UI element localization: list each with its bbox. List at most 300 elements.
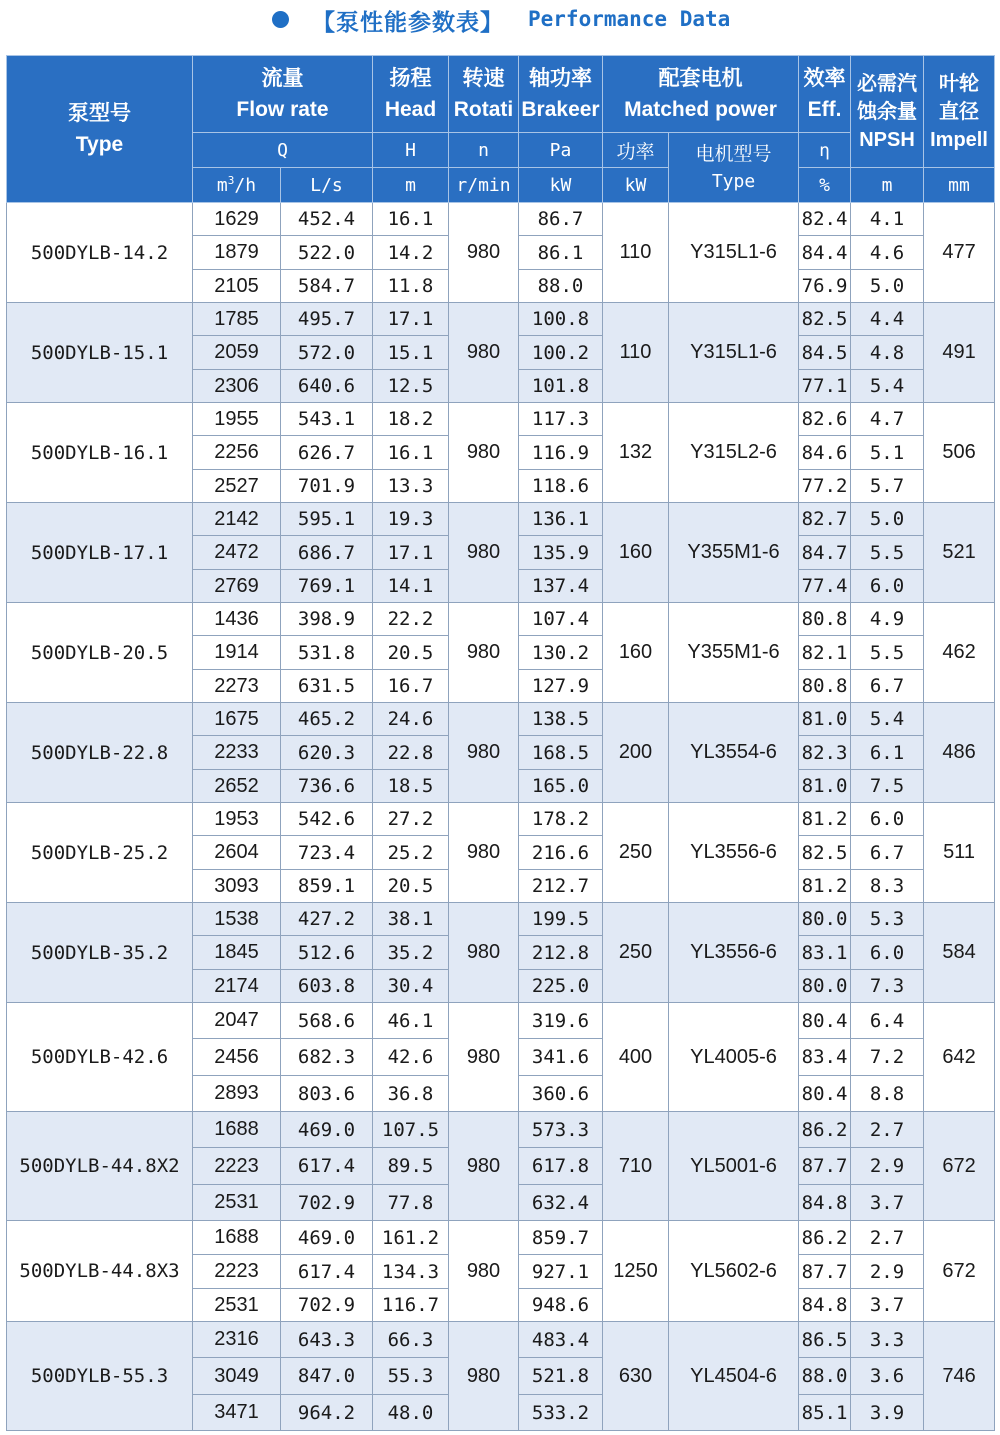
pump-model-cell: 500DYLB-17.1 <box>7 503 193 603</box>
shaft-power-cell: 168.5 <box>519 736 603 770</box>
npsh-cell: 3.7 <box>851 1185 924 1221</box>
pump-model-cell: 500DYLB-55.3 <box>7 1322 193 1431</box>
bullet-dot-icon <box>272 11 289 28</box>
flow-m3h-cell: 2531 <box>193 1185 281 1221</box>
efficiency-cell: 80.0 <box>799 903 851 936</box>
motor-type-cell: YL5602-6 <box>669 1221 799 1322</box>
speed-cell: 980 <box>449 1221 519 1322</box>
header-sym-h: H <box>373 133 449 168</box>
header-npsh-en: NPSH <box>859 128 915 151</box>
flow-m3h-cell: 2142 <box>193 503 281 536</box>
flow-ls-cell: 803.6 <box>281 1076 373 1112</box>
efficiency-cell: 84.8 <box>799 1289 851 1322</box>
flow-ls-cell: 769.1 <box>281 570 373 603</box>
flow-ls-cell: 522.0 <box>281 236 373 270</box>
table-row <box>7 1322 995 1358</box>
motor-type-cell: YL3556-6 <box>669 903 799 1003</box>
efficiency-cell: 81.2 <box>799 870 851 903</box>
flow-ls-cell: 398.9 <box>281 603 373 636</box>
flow-m3h-cell: 1845 <box>193 936 281 970</box>
efficiency-cell: 77.4 <box>799 570 851 603</box>
motor-type-cell: Y315L2-6 <box>669 403 799 503</box>
flow-m3h-cell: 3093 <box>193 870 281 903</box>
efficiency-cell: 80.0 <box>799 970 851 1003</box>
flow-m3h-cell: 2316 <box>193 1322 281 1358</box>
motor-type-cell: Y315L1-6 <box>669 203 799 303</box>
shaft-power-cell: 86.7 <box>519 203 603 236</box>
efficiency-cell: 81.2 <box>799 803 851 836</box>
header-npsh-cn1: 必需汽 <box>857 72 918 95</box>
flow-m3h-cell: 2047 <box>193 1003 281 1039</box>
header-impeller <box>924 56 995 168</box>
flow-ls-cell: 572.0 <box>281 336 373 370</box>
performance-table <box>6 55 995 1431</box>
flow-ls-cell: 723.4 <box>281 836 373 870</box>
table-row <box>7 303 995 336</box>
header-impeller-cn2: 直径 <box>939 100 980 123</box>
speed-cell: 980 <box>449 503 519 603</box>
shaft-power-cell: 116.9 <box>519 436 603 470</box>
flow-m3h-cell: 1785 <box>193 303 281 336</box>
flow-ls-cell: 469.0 <box>281 1112 373 1148</box>
pump-model-cell: 500DYLB-20.5 <box>7 603 193 703</box>
efficiency-cell: 87.7 <box>799 1148 851 1185</box>
efficiency-cell: 82.6 <box>799 403 851 436</box>
speed-cell: 980 <box>449 1112 519 1221</box>
head-cell: 42.6 <box>373 1039 449 1076</box>
shaft-power-cell: 216.6 <box>519 836 603 870</box>
shaft-power-cell: 199.5 <box>519 903 603 936</box>
speed-cell: 980 <box>449 803 519 903</box>
motor-power-cell: 250 <box>603 903 669 1003</box>
header-flow-en: Flow rate <box>236 98 329 121</box>
npsh-cell: 4.8 <box>851 336 924 370</box>
motor-type-cell: Y315L1-6 <box>669 303 799 403</box>
impeller-cell: 486 <box>924 703 995 803</box>
head-cell: 16.1 <box>373 203 449 236</box>
shaft-power-cell: 573.3 <box>519 1112 603 1148</box>
shaft-power-cell: 136.1 <box>519 503 603 536</box>
motor-type-cell: Y355M1-6 <box>669 503 799 603</box>
header-eff-cn: 效率 <box>803 67 846 90</box>
impeller-cell: 642 <box>924 1003 995 1112</box>
motor-type-cell: YL4005-6 <box>669 1003 799 1112</box>
head-cell: 17.1 <box>373 303 449 336</box>
shaft-power-cell: 135.9 <box>519 536 603 570</box>
shaft-power-cell: 483.4 <box>519 1322 603 1358</box>
motor-type-cell: YL3556-6 <box>669 803 799 903</box>
efficiency-cell: 81.0 <box>799 770 851 803</box>
flow-ls-cell: 495.7 <box>281 303 373 336</box>
head-cell: 35.2 <box>373 936 449 970</box>
efficiency-cell: 82.5 <box>799 303 851 336</box>
table-row <box>7 903 995 936</box>
table-row <box>7 803 995 836</box>
npsh-cell: 5.7 <box>851 470 924 503</box>
header-motor-en: Matched power <box>624 98 777 121</box>
npsh-cell: 4.9 <box>851 603 924 636</box>
efficiency-cell: 87.7 <box>799 1255 851 1289</box>
npsh-cell: 2.9 <box>851 1255 924 1289</box>
flow-m3h-cell: 2456 <box>193 1039 281 1076</box>
shaft-power-cell: 927.1 <box>519 1255 603 1289</box>
shaft-power-cell: 100.2 <box>519 336 603 370</box>
efficiency-cell: 84.4 <box>799 236 851 270</box>
header-motor-cn: 配套电机 <box>658 67 743 90</box>
npsh-cell: 3.3 <box>851 1322 924 1358</box>
header-unit-kw: kW <box>519 168 603 203</box>
flow-ls-cell: 427.2 <box>281 903 373 936</box>
efficiency-cell: 80.4 <box>799 1076 851 1112</box>
efficiency-cell: 86.2 <box>799 1221 851 1255</box>
header-eff-en: Eff. <box>807 98 842 121</box>
header-speed-en: Rotati <box>453 98 514 121</box>
npsh-cell: 2.9 <box>851 1148 924 1185</box>
flow-ls-cell: 620.3 <box>281 736 373 770</box>
npsh-cell: 6.7 <box>851 670 924 703</box>
efficiency-cell: 84.6 <box>799 436 851 470</box>
head-cell: 24.6 <box>373 703 449 736</box>
flow-m3h-cell: 3471 <box>193 1395 281 1431</box>
shaft-power-cell: 130.2 <box>519 636 603 670</box>
shaft-power-cell: 117.3 <box>519 403 603 436</box>
head-cell: 18.2 <box>373 403 449 436</box>
shaft-power-cell: 632.4 <box>519 1185 603 1221</box>
table-row <box>7 1221 995 1255</box>
header-unit-npsh-m: m <box>851 168 924 203</box>
efficiency-cell: 86.2 <box>799 1112 851 1148</box>
motor-power-cell: 1250 <box>603 1221 669 1322</box>
shaft-power-cell: 101.8 <box>519 370 603 403</box>
shaft-power-cell: 948.6 <box>519 1289 603 1322</box>
flow-m3h-cell: 2472 <box>193 536 281 570</box>
shaft-power-cell: 212.8 <box>519 936 603 970</box>
shaft-power-cell: 319.6 <box>519 1003 603 1039</box>
header-sym-pa: Pa <box>519 133 603 168</box>
header-impeller-cn: 叶轮 <box>939 72 980 95</box>
npsh-cell: 7.2 <box>851 1039 924 1076</box>
efficiency-cell: 77.1 <box>799 370 851 403</box>
flow-ls-cell: 465.2 <box>281 703 373 736</box>
motor-power-cell: 200 <box>603 703 669 803</box>
npsh-cell: 4.1 <box>851 203 924 236</box>
speed-cell: 980 <box>449 303 519 403</box>
head-cell: 22.2 <box>373 603 449 636</box>
head-cell: 20.5 <box>373 636 449 670</box>
speed-cell: 980 <box>449 903 519 1003</box>
impeller-cell: 462 <box>924 603 995 703</box>
shaft-power-cell: 127.9 <box>519 670 603 703</box>
flow-ls-cell: 626.7 <box>281 436 373 470</box>
flow-m3h-cell: 2223 <box>193 1148 281 1185</box>
head-cell: 55.3 <box>373 1358 449 1395</box>
impeller-cell: 477 <box>924 203 995 303</box>
flow-ls-cell: 595.1 <box>281 503 373 536</box>
header-head <box>373 56 449 133</box>
flow-ls-cell: 584.7 <box>281 270 373 303</box>
header-unit-pct: % <box>799 168 851 203</box>
header-npsh <box>851 56 924 168</box>
npsh-cell: 5.5 <box>851 636 924 670</box>
header-sym-motor-power: 功率 <box>603 133 669 168</box>
flow-ls-cell: 643.3 <box>281 1322 373 1358</box>
shaft-power-cell: 533.2 <box>519 1395 603 1431</box>
shaft-power-cell: 225.0 <box>519 970 603 1003</box>
head-cell: 48.0 <box>373 1395 449 1431</box>
npsh-cell: 6.0 <box>851 803 924 836</box>
table-row <box>7 203 995 236</box>
motor-power-cell: 400 <box>603 1003 669 1112</box>
npsh-cell: 3.9 <box>851 1395 924 1431</box>
flow-ls-cell: 964.2 <box>281 1395 373 1431</box>
shaft-power-cell: 165.0 <box>519 770 603 803</box>
flow-ls-cell: 736.6 <box>281 770 373 803</box>
flow-ls-cell: 452.4 <box>281 203 373 236</box>
unit-m3h-base: m <box>216 174 228 196</box>
speed-cell: 980 <box>449 1003 519 1112</box>
efficiency-cell: 86.5 <box>799 1322 851 1358</box>
flow-m3h-cell: 1879 <box>193 236 281 270</box>
header-unit-rmin: r/min <box>449 168 519 203</box>
head-cell: 12.5 <box>373 370 449 403</box>
header-speed <box>449 56 519 133</box>
shaft-power-cell: 178.2 <box>519 803 603 836</box>
shaft-power-cell: 859.7 <box>519 1221 603 1255</box>
impeller-cell: 746 <box>924 1322 995 1431</box>
motor-power-cell: 110 <box>603 303 669 403</box>
pump-model-cell: 500DYLB-15.1 <box>7 303 193 403</box>
efficiency-cell: 81.0 <box>799 703 851 736</box>
npsh-cell: 4.6 <box>851 236 924 270</box>
shaft-power-cell: 617.8 <box>519 1148 603 1185</box>
motor-power-cell: 132 <box>603 403 669 503</box>
shaft-power-cell: 107.4 <box>519 603 603 636</box>
pump-model-cell: 500DYLB-42.6 <box>7 1003 193 1112</box>
flow-ls-cell: 469.0 <box>281 1221 373 1255</box>
flow-ls-cell: 617.4 <box>281 1148 373 1185</box>
head-cell: 14.2 <box>373 236 449 270</box>
pump-model-cell: 500DYLB-14.2 <box>7 203 193 303</box>
shaft-power-cell: 100.8 <box>519 303 603 336</box>
table-row <box>7 1003 995 1039</box>
npsh-cell: 6.0 <box>851 936 924 970</box>
flow-ls-cell: 543.1 <box>281 403 373 436</box>
head-cell: 22.8 <box>373 736 449 770</box>
shaft-power-cell: 86.1 <box>519 236 603 270</box>
flow-m3h-cell: 2059 <box>193 336 281 370</box>
shaft-power-cell: 212.7 <box>519 870 603 903</box>
impeller-cell: 506 <box>924 403 995 503</box>
header-unit-m3h <box>193 168 281 203</box>
header-motor <box>603 56 799 133</box>
efficiency-cell: 80.8 <box>799 603 851 636</box>
pump-model-cell: 500DYLB-16.1 <box>7 403 193 503</box>
head-cell: 107.5 <box>373 1112 449 1148</box>
motor-type-cell: Y355M1-6 <box>669 603 799 703</box>
motor-power-cell: 160 <box>603 603 669 703</box>
npsh-cell: 2.7 <box>851 1112 924 1148</box>
head-cell: 14.1 <box>373 570 449 603</box>
header-head-en: Head <box>384 98 437 121</box>
flow-ls-cell: 701.9 <box>281 470 373 503</box>
header-power <box>519 56 603 133</box>
header-type-en: Type <box>75 133 124 156</box>
efficiency-cell: 88.0 <box>799 1358 851 1395</box>
flow-ls-cell: 686.7 <box>281 536 373 570</box>
head-cell: 66.3 <box>373 1322 449 1358</box>
motor-power-cell: 160 <box>603 503 669 603</box>
npsh-cell: 3.7 <box>851 1289 924 1322</box>
title-chinese: 【泵性能参数表】 <box>312 10 504 36</box>
flow-m3h-cell: 2233 <box>193 736 281 770</box>
pump-model-cell: 500DYLB-44.8X3 <box>7 1221 193 1322</box>
npsh-cell: 6.1 <box>851 736 924 770</box>
flow-ls-cell: 617.4 <box>281 1255 373 1289</box>
shaft-power-cell: 341.6 <box>519 1039 603 1076</box>
head-cell: 20.5 <box>373 870 449 903</box>
npsh-cell: 8.3 <box>851 870 924 903</box>
impeller-cell: 584 <box>924 903 995 1003</box>
npsh-cell: 5.4 <box>851 703 924 736</box>
motor-power-cell: 710 <box>603 1112 669 1221</box>
motor-type-cell: YL3554-6 <box>669 703 799 803</box>
header-power-cn: 轴功率 <box>529 67 592 90</box>
pump-model-cell: 500DYLB-35.2 <box>7 903 193 1003</box>
head-cell: 18.5 <box>373 770 449 803</box>
npsh-cell: 5.0 <box>851 503 924 536</box>
npsh-cell: 6.4 <box>851 1003 924 1039</box>
flow-m3h-cell: 2893 <box>193 1076 281 1112</box>
flow-m3h-cell: 2652 <box>193 770 281 803</box>
efficiency-cell: 82.5 <box>799 836 851 870</box>
header-flow <box>193 56 373 133</box>
head-cell: 161.2 <box>373 1221 449 1255</box>
head-cell: 19.3 <box>373 503 449 536</box>
head-cell: 16.1 <box>373 436 449 470</box>
header-sym-n: n <box>449 133 519 168</box>
npsh-cell: 5.3 <box>851 903 924 936</box>
flow-m3h-cell: 1688 <box>193 1112 281 1148</box>
header-unit-motor-kw: kW <box>603 168 669 203</box>
flow-m3h-cell: 1955 <box>193 403 281 436</box>
table-row <box>7 403 995 436</box>
flow-m3h-cell: 2174 <box>193 970 281 1003</box>
flow-m3h-cell: 1953 <box>193 803 281 836</box>
efficiency-cell: 76.9 <box>799 270 851 303</box>
npsh-cell: 3.6 <box>851 1358 924 1395</box>
flow-m3h-cell: 1914 <box>193 636 281 670</box>
impeller-cell: 491 <box>924 303 995 403</box>
head-cell: 11.8 <box>373 270 449 303</box>
npsh-cell: 2.7 <box>851 1221 924 1255</box>
header-type <box>7 56 193 203</box>
shaft-power-cell: 88.0 <box>519 270 603 303</box>
head-cell: 134.3 <box>373 1255 449 1289</box>
motor-type-cell: YL5001-6 <box>669 1112 799 1221</box>
flow-m3h-cell: 2527 <box>193 470 281 503</box>
head-cell: 30.4 <box>373 970 449 1003</box>
speed-cell: 980 <box>449 703 519 803</box>
header-type-cn: 泵型号 <box>68 102 131 125</box>
title-bar <box>0 0 1000 48</box>
unit-m3h-tail: /h <box>234 174 257 196</box>
efficiency-cell: 82.1 <box>799 636 851 670</box>
header-speed-cn: 转速 <box>462 67 505 90</box>
motor-type-cell: YL4504-6 <box>669 1322 799 1431</box>
impeller-cell: 672 <box>924 1112 995 1221</box>
flow-ls-cell: 531.8 <box>281 636 373 670</box>
efficiency-cell: 84.8 <box>799 1185 851 1221</box>
table-row <box>7 503 995 536</box>
head-cell: 46.1 <box>373 1003 449 1039</box>
npsh-cell: 4.7 <box>851 403 924 436</box>
flow-ls-cell: 512.6 <box>281 936 373 970</box>
header-power-en: Brakeer <box>521 98 600 121</box>
efficiency-cell: 80.8 <box>799 670 851 703</box>
header-sym-eta: η <box>799 133 851 168</box>
shaft-power-cell: 360.6 <box>519 1076 603 1112</box>
npsh-cell: 5.4 <box>851 370 924 403</box>
header-flow-cn: 流量 <box>261 67 304 90</box>
efficiency-cell: 84.5 <box>799 336 851 370</box>
flow-m3h-cell: 3049 <box>193 1358 281 1395</box>
head-cell: 38.1 <box>373 903 449 936</box>
head-cell: 15.1 <box>373 336 449 370</box>
efficiency-cell: 85.1 <box>799 1395 851 1431</box>
flow-ls-cell: 542.6 <box>281 803 373 836</box>
shaft-power-cell: 138.5 <box>519 703 603 736</box>
flow-m3h-cell: 2223 <box>193 1255 281 1289</box>
npsh-cell: 6.7 <box>851 836 924 870</box>
header-unit-mm: mm <box>924 168 995 203</box>
shaft-power-cell: 118.6 <box>519 470 603 503</box>
impeller-cell: 672 <box>924 1221 995 1322</box>
head-cell: 25.2 <box>373 836 449 870</box>
head-cell: 16.7 <box>373 670 449 703</box>
flow-m3h-cell: 2105 <box>193 270 281 303</box>
flow-m3h-cell: 1629 <box>193 203 281 236</box>
table-row <box>7 703 995 736</box>
head-cell: 116.7 <box>373 1289 449 1322</box>
flow-ls-cell: 631.5 <box>281 670 373 703</box>
flow-ls-cell: 702.9 <box>281 1289 373 1322</box>
speed-cell: 980 <box>449 203 519 303</box>
efficiency-cell: 82.4 <box>799 203 851 236</box>
title-english: Performance Data <box>528 7 731 31</box>
speed-cell: 980 <box>449 403 519 503</box>
flow-m3h-cell: 2273 <box>193 670 281 703</box>
head-cell: 27.2 <box>373 803 449 836</box>
efficiency-cell: 83.1 <box>799 936 851 970</box>
npsh-cell: 5.0 <box>851 270 924 303</box>
flow-ls-cell: 640.6 <box>281 370 373 403</box>
header-unit-ls: L/s <box>281 168 373 203</box>
speed-cell: 980 <box>449 1322 519 1431</box>
flow-m3h-cell: 1688 <box>193 1221 281 1255</box>
flow-m3h-cell: 2604 <box>193 836 281 870</box>
header-motor-type-cn: 电机型号 <box>695 143 772 165</box>
header-motor-type-en: Type <box>711 170 756 192</box>
flow-m3h-cell: 2306 <box>193 370 281 403</box>
impeller-cell: 521 <box>924 503 995 603</box>
flow-ls-cell: 682.3 <box>281 1039 373 1076</box>
efficiency-cell: 82.3 <box>799 736 851 770</box>
flow-m3h-cell: 1538 <box>193 903 281 936</box>
shaft-power-cell: 137.4 <box>519 570 603 603</box>
unit-m3h-sup: 3 <box>227 173 235 187</box>
header-npsh-cn2: 蚀余量 <box>857 100 918 123</box>
header-sym-q: Q <box>193 133 373 168</box>
